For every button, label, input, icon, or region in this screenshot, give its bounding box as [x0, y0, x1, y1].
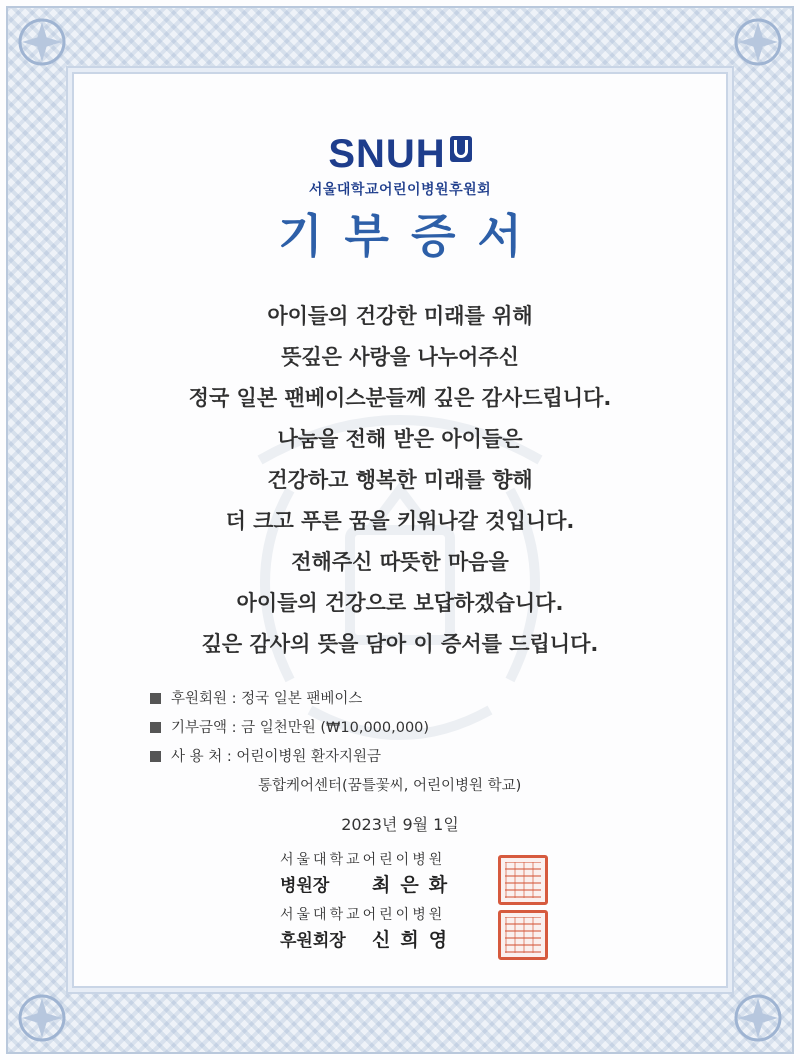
signature-name: 신희영 [372, 929, 458, 951]
detail-member: 후원회원 : 정국 일본 팬베이스 [150, 685, 670, 714]
detail-usage-continued: 통합케어센터(꿈틀꽃씨, 어린이병원 학교) [258, 778, 522, 794]
corner-ornament-icon [12, 988, 72, 1048]
official-seal-icon [498, 855, 548, 905]
snuh-logo [0, 132, 800, 199]
message-line: 더 크고 푸른 꿈을 키워나갈 것입니다. [225, 509, 575, 533]
logo-text: SNUH [328, 132, 446, 176]
official-seal-icon [498, 910, 548, 960]
signature-role: 후원회장 [280, 931, 346, 951]
signature-name: 최은화 [372, 874, 458, 896]
donation-details [150, 685, 670, 801]
corner-ornament-icon [12, 12, 72, 72]
message-line: 정국 일본 팬베이스분들께 깊은 감사드립니다. [188, 386, 612, 410]
message-line: 깊은 감사의 뜻을 담아 이 증서를 드립니다. [201, 632, 599, 656]
message-line: 건강하고 행복한 미래를 향해 [267, 468, 533, 492]
certificate-title: 기부증서 [278, 209, 544, 263]
signature-org: 서울대학교어린이병원 [280, 907, 446, 923]
bullet-square-icon [150, 751, 161, 762]
bullet-square-icon [150, 722, 161, 733]
signature-role: 병원장 [280, 876, 330, 896]
message-line: 나눔을 전해 받은 아이들은 [277, 427, 523, 451]
certificate-message [90, 296, 710, 665]
detail-usage: 사 용 처 : 어린이병원 환자지원금 [150, 743, 670, 772]
corner-ornament-icon [728, 12, 788, 72]
message-line: 아이들의 건강한 미래를 위해 [267, 304, 533, 328]
bullet-square-icon [150, 693, 161, 704]
corner-ornament-icon [728, 988, 788, 1048]
detail-amount: 기부금액 : 금 일천만원 (₩10,000,000) [150, 714, 670, 743]
signature-org: 서울대학교어린이병원 [280, 852, 446, 868]
issue-date: 2023년 9월 1일 [341, 815, 459, 834]
message-line: 뜻깊은 사랑을 나누어주신 [281, 345, 519, 369]
logo-emblem-icon [450, 136, 472, 162]
message-line: 전해주신 따뜻한 마음을 [291, 550, 509, 574]
logo-subtitle: 서울대학교어린이병원후원회 [308, 182, 492, 198]
message-line: 아이들의 건강으로 보답하겠습니다. [236, 591, 564, 615]
